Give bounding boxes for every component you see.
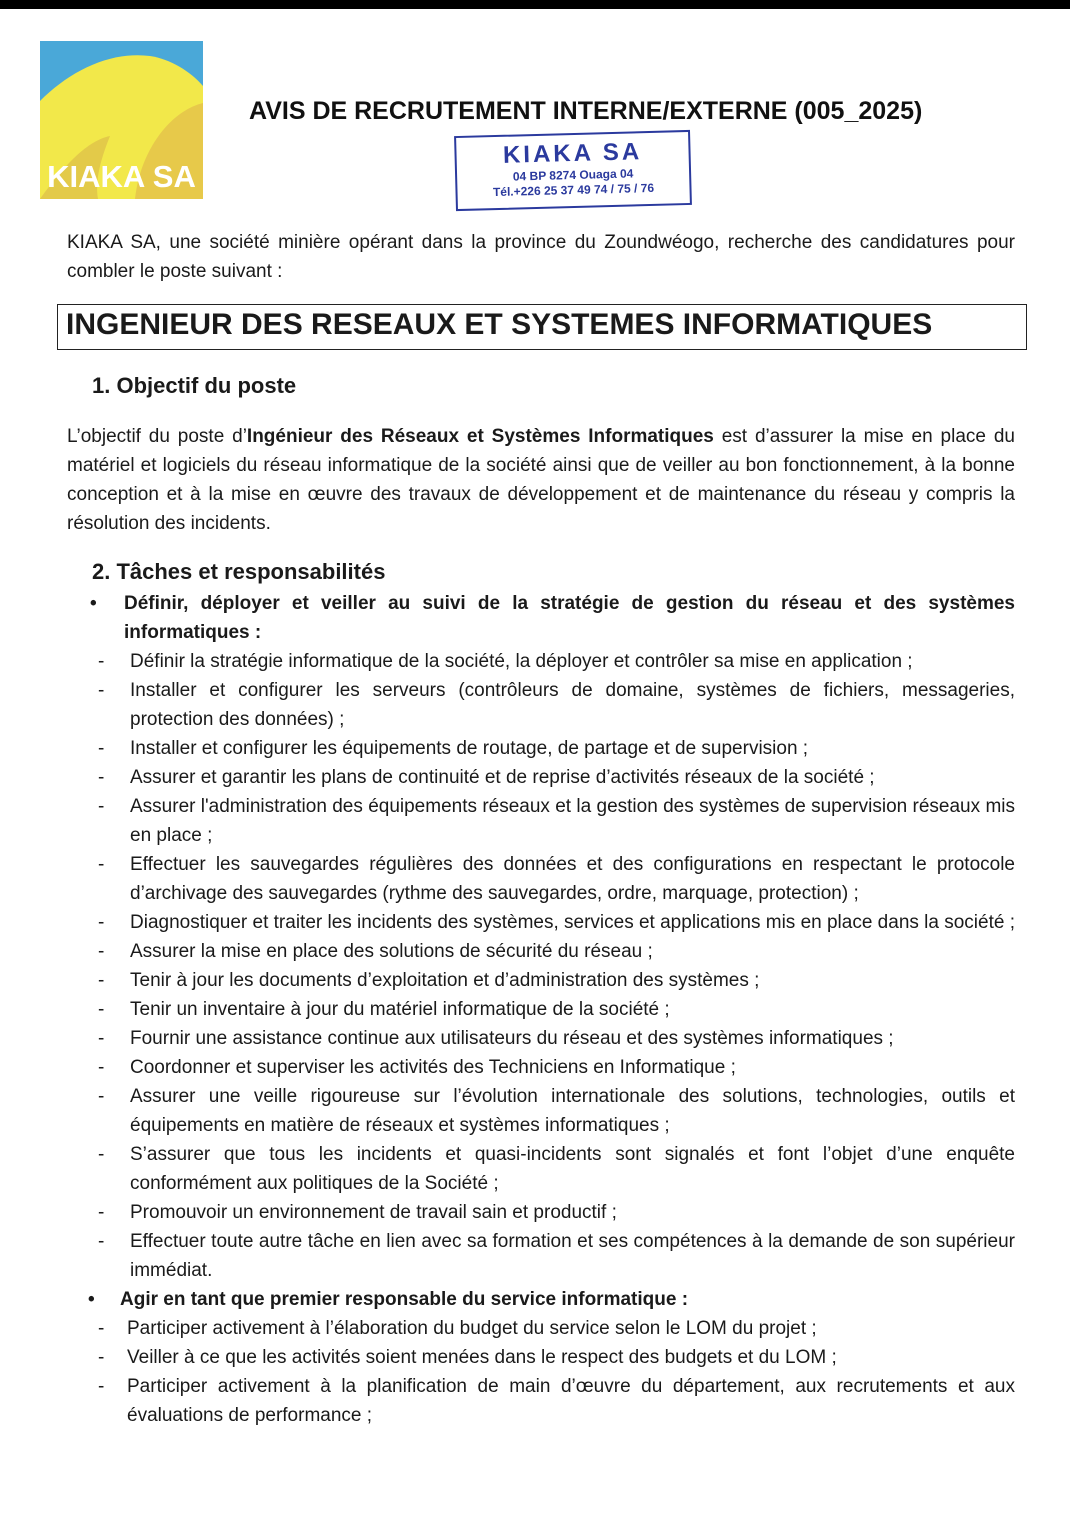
dash-mark: -: [98, 1086, 105, 1107]
dash-mark: -: [98, 738, 105, 759]
stamp-address: 04 BP 8274 Ouaga 04: [512, 166, 634, 184]
task-item: [0, 1082, 1015, 1140]
dash-mark: -: [98, 912, 105, 933]
scan-top-border: [0, 0, 1070, 9]
job-title-box: [57, 304, 1027, 350]
task-item-text: Fournir une assistance continue aux utilisateurs du réseau et des systèmes informatiques ;: [130, 1028, 894, 1049]
task-item: [0, 676, 1015, 734]
task-item: [0, 647, 1015, 676]
dash-mark: -: [98, 651, 105, 672]
task-item-text: Effectuer toute autre tâche en lien avec sa formation et ses compétences à la demande de son supérieur immédiat.: [130, 1231, 1015, 1281]
task-item-text: Participer activement à la planification de main d’œuvre du département, aux recrutements et aux évaluations de performance ;: [127, 1376, 1015, 1426]
job-title: INGENIEUR DES RESEAUX ET SYSTEMES INFORMATIQUES: [66, 308, 933, 341]
dash-mark: -: [98, 999, 105, 1020]
task-item-text: Tenir à jour les documents d’exploitation et d’administration des systèmes ;: [130, 970, 760, 991]
task-item: [0, 1198, 1015, 1227]
task-item: [0, 995, 1015, 1024]
task-item: [0, 937, 1015, 966]
dash-mark: -: [98, 1347, 105, 1368]
task-item-text: Assurer la mise en place des solutions de sécurité du réseau ;: [130, 941, 653, 962]
task-item-text: Diagnostiquer et traiter les incidents des systèmes, services et applications mis en place dans la société ;: [130, 912, 1015, 933]
task-item: [0, 1227, 1015, 1285]
dash-mark: -: [98, 970, 105, 991]
dash-mark: -: [98, 680, 105, 701]
section-heading-tasks: 2. Tâches et responsabilités: [92, 559, 386, 584]
dash-mark: -: [98, 767, 105, 788]
task-item-text: Participer activement à l’élaboration du budget du service selon le LOM du projet ;: [127, 1318, 817, 1339]
task-item-text: Assurer l'administration des équipements réseaux et la gestion des systèmes de supervision réseaux mis en place ;: [130, 796, 1015, 846]
task-item-text: Assurer et garantir les plans de continuité et de reprise d’activités réseaux de la société ;: [130, 767, 875, 788]
page-title: AVIS DE RECRUTEMENT INTERNE/EXTERNE (005_2025): [249, 97, 923, 125]
task-group-title: [0, 589, 1015, 647]
task-item-text: Tenir un inventaire à jour du matériel informatique de la société ;: [130, 999, 670, 1020]
dash-mark: -: [98, 1202, 105, 1223]
task-item-text: Coordonner et superviser les activités des Techniciens en Informatique ;: [130, 1057, 736, 1078]
task-item: [0, 1343, 1015, 1372]
intro-paragraph: KIAKA SA, une société minière opérant dans la province du Zoundwéogo, recherche des candidatures pour combler le poste suivant :: [67, 232, 1015, 282]
objective-text-start: L’objectif du poste d’: [67, 426, 247, 447]
dash-mark: -: [98, 1318, 105, 1339]
dash-mark: -: [98, 1231, 105, 1252]
dash-mark: -: [98, 1144, 105, 1165]
task-item: [0, 908, 1015, 937]
task-item: [0, 850, 1015, 908]
task-item: [0, 1372, 1015, 1430]
task-group-label: Définir, déployer et veiller au suivi de la stratégie de gestion du réseau et des systèmes informatiques :: [124, 593, 1015, 643]
section-heading-objective: 1. Objectif du poste: [92, 373, 297, 398]
task-item-text: S’assurer que tous les incidents et quasi-incidents sont signalés et font l’objet d’une enquête conformément aux politiques de la Société ;: [130, 1144, 1015, 1194]
task-item: [0, 1053, 1015, 1082]
task-group-label: Agir en tant que premier responsable du service informatique :: [120, 1289, 689, 1310]
objective-text-end: est d’assurer la mise en place du matériel et logiciels du réseau informatique de la société ainsi que de veiller au bon fonctionnement, à la bonne conception et à la mise en œuvre des travaux de développement et de maintenance du réseau y compris la résolution des incidents.: [67, 426, 1015, 534]
task-item-text: Installer et configurer les équipements de routage, de partage et de supervision ;: [130, 738, 809, 759]
task-item-text: Veiller à ce que les activités soient menées dans le respect des budgets et du LOM ;: [127, 1347, 837, 1368]
task-item: [0, 1024, 1015, 1053]
stamp-phone: Tél.+226 25 37 49 74 / 75 / 76: [492, 180, 655, 200]
task-item-text: Assurer une veille rigoureuse sur l’évolution internationale des solutions, technologies, outils et équipements en matière de réseaux et systèmes informatiques ;: [130, 1086, 1015, 1136]
kiaka-logo: [40, 41, 203, 199]
tasks-list: [0, 589, 1070, 1430]
task-item-text: Définir la stratégie informatique de la société, la déployer et contrôler sa mise en application ;: [130, 651, 913, 672]
dash-mark: -: [98, 1057, 105, 1078]
stamp-company-name: KIAKA SA: [502, 138, 643, 169]
task-item: [0, 1140, 1015, 1198]
task-item-text: Installer et configurer les serveurs (contrôleurs de domaine, systèmes de fichiers, messageries, protection des données) ;: [130, 680, 1015, 730]
task-item: [0, 763, 1015, 792]
objective-job-name: Ingénieur des Réseaux et Systèmes Informatiques: [246, 426, 714, 447]
dash-mark: -: [98, 941, 105, 962]
task-item: [0, 1314, 1015, 1343]
task-item: [0, 734, 1015, 763]
dash-mark: -: [98, 796, 105, 817]
company-stamp: [454, 130, 692, 211]
task-group-title: [0, 1285, 1015, 1314]
dash-mark: -: [98, 1376, 105, 1397]
logo-wordmark: KIAKA SA: [47, 159, 196, 194]
task-item-text: Promouvoir un environnement de travail sain et productif ;: [130, 1202, 617, 1223]
dash-mark: -: [98, 854, 105, 875]
task-item-text: Effectuer les sauvegardes régulières des données et des configurations en respectant le protocole d’archivage des sauvegardes (rythme des sauvegardes, ordre, marquage, protection) ;: [130, 854, 1015, 904]
bullet-mark: •: [90, 593, 97, 614]
dash-mark: -: [98, 1028, 105, 1049]
task-item: [0, 966, 1015, 995]
bullet-mark: •: [88, 1289, 95, 1310]
task-item: [0, 792, 1015, 850]
objective-paragraph: [67, 422, 1015, 538]
